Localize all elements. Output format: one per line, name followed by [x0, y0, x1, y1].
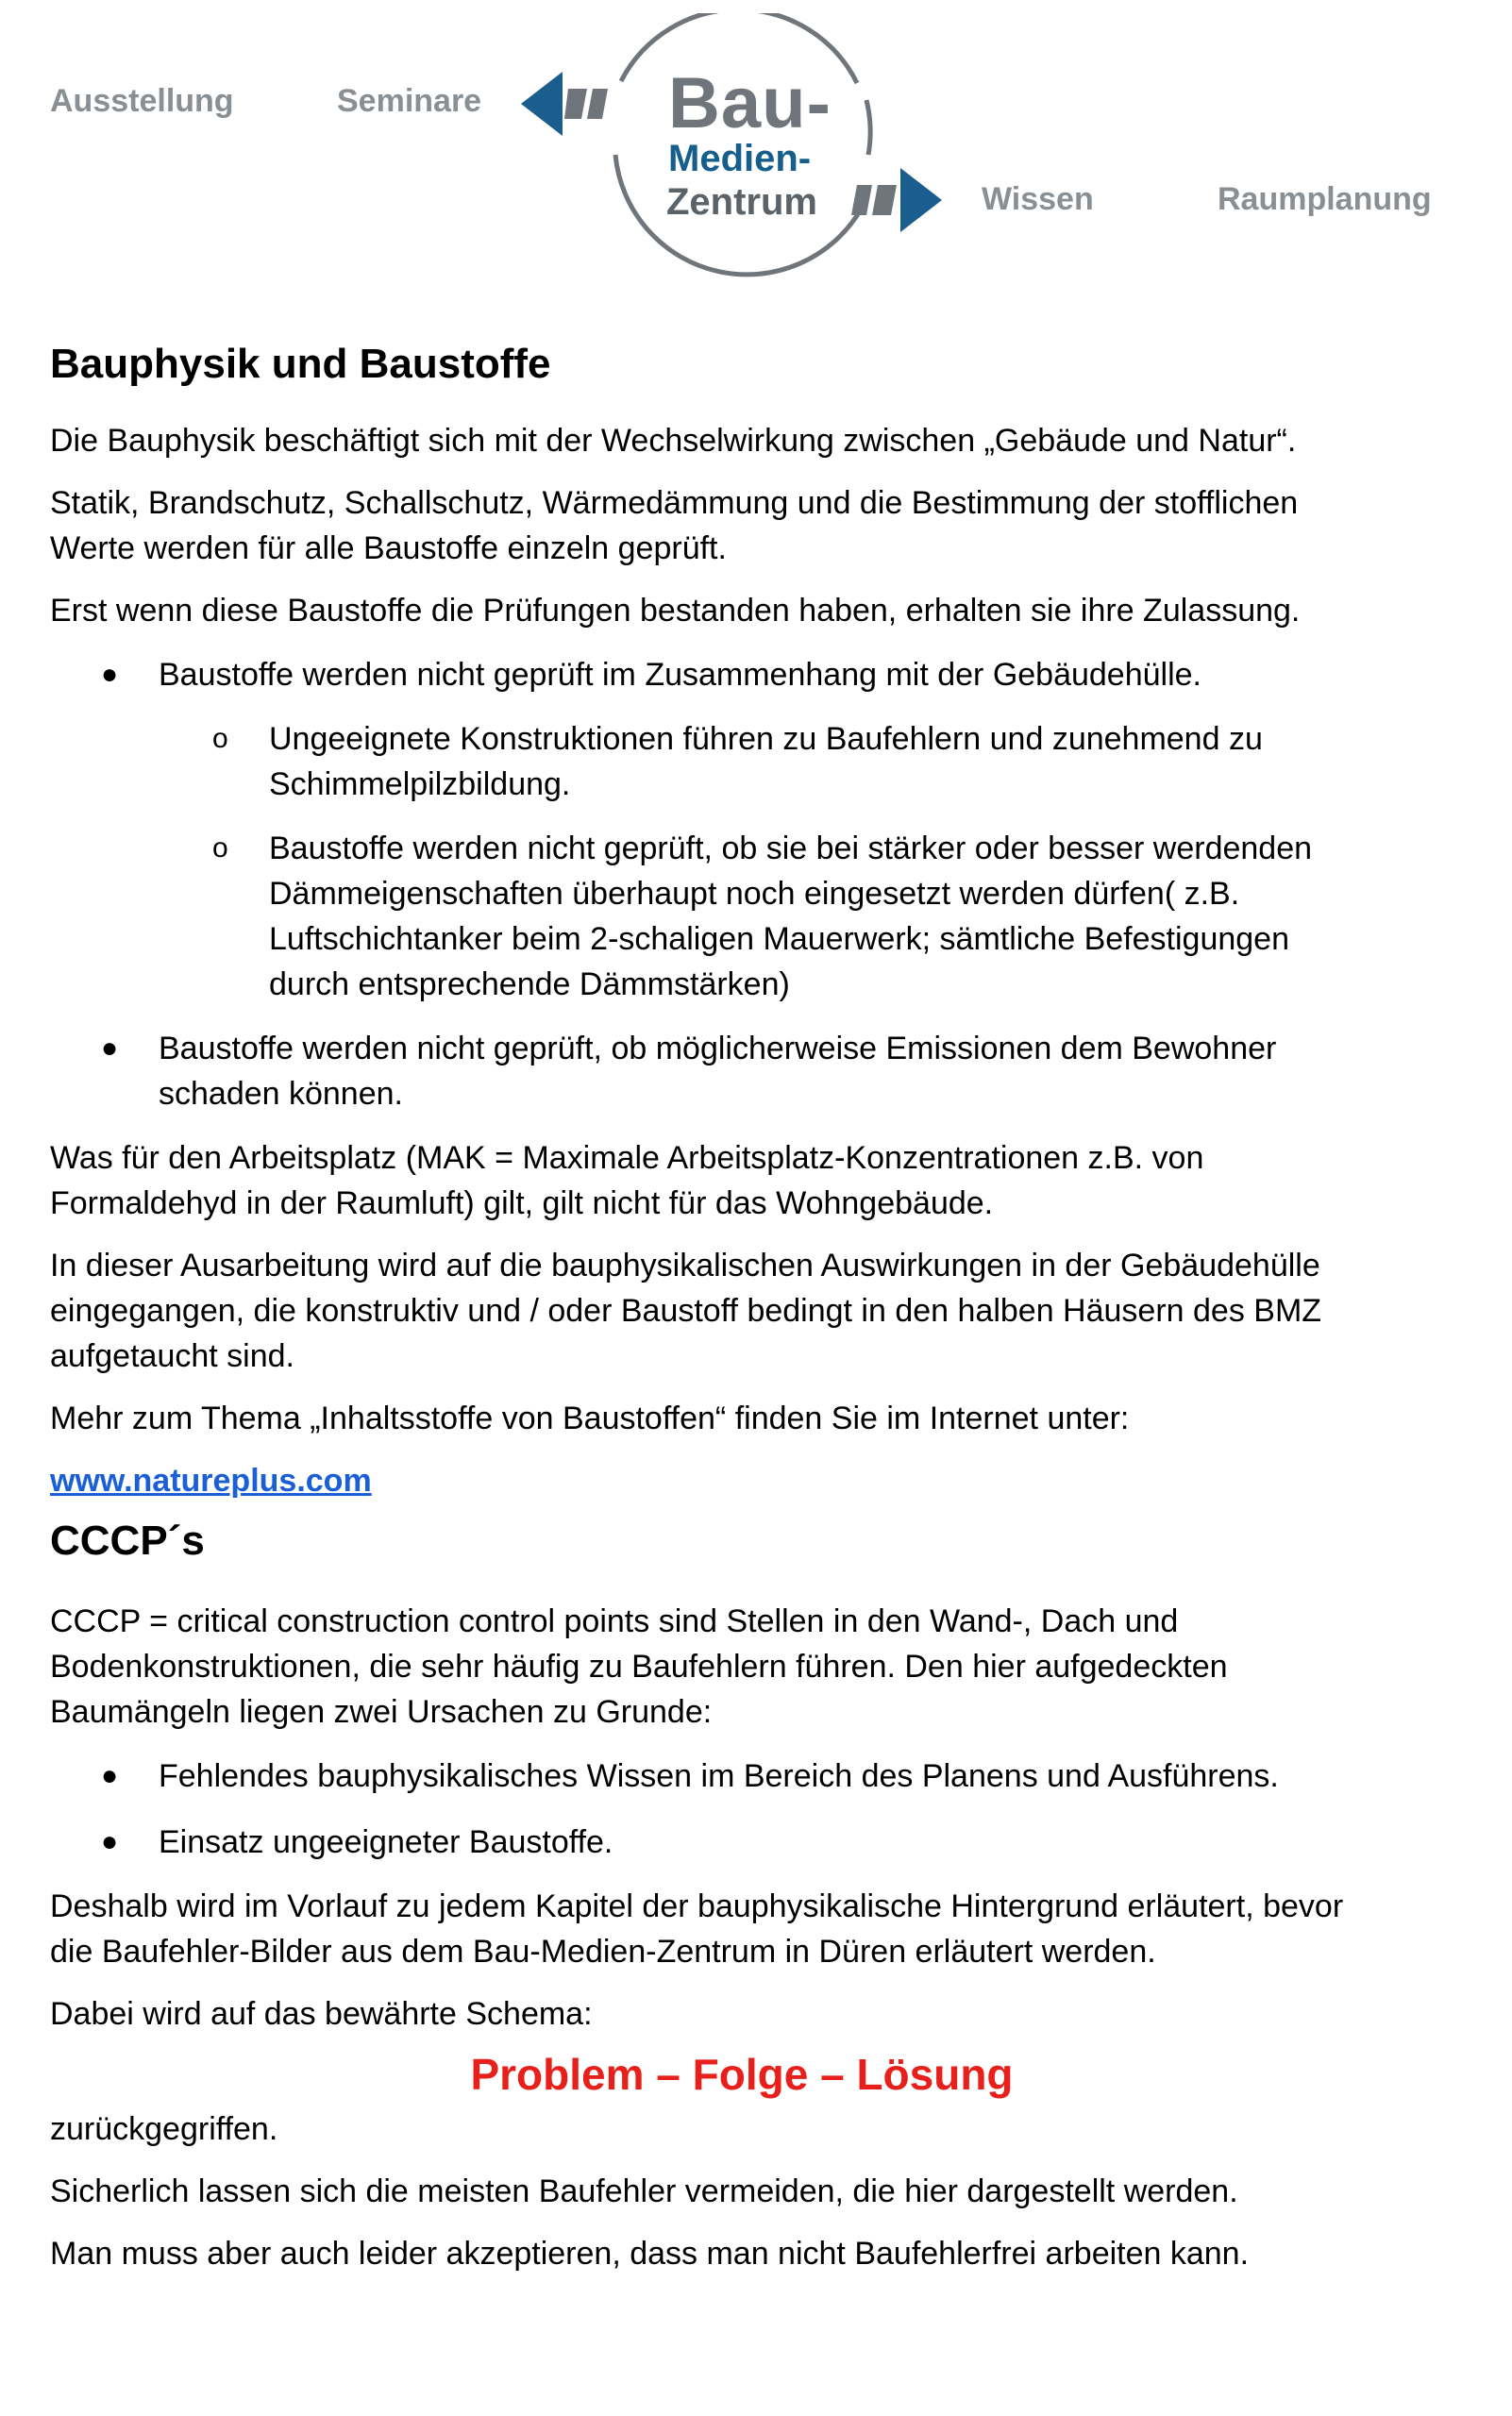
bullet-list-baustoffe	[50, 652, 1466, 1116]
paragraph-sicherlich: Sicherlich lassen sich die meisten Baufehler vermeiden, die hier dargestellt werden.	[50, 2173, 1238, 2209]
bullet-dot-icon: ●	[101, 1759, 119, 1791]
bullet-circle-icon: o	[212, 831, 228, 864]
logo-arrow-right-bar2	[872, 185, 897, 215]
nav-raumplanung: Raumplanung	[1218, 181, 1432, 217]
logo-text-zentrum: Zentrum	[666, 181, 817, 223]
section-title-bauphysik: Bauphysik und Baustoffe	[50, 341, 551, 387]
paragraph-akzeptieren: Man muss aber auch leider akzeptieren, dass man nicht Baufehlerfrei arbeiten kann.	[50, 2235, 1250, 2272]
paragraph-intro: Die Bauphysik beschäftigt sich mit der Wechselwirkung zwischen „Gebäude und Natur“.	[50, 422, 1297, 459]
nav-wissen: Wissen	[982, 181, 1094, 217]
paragraph-mehr-zum-thema: Mehr zum Thema „Inhaltsstoffe von Baustoffen“ finden Sie im Internet unter:	[50, 1400, 1130, 1436]
logo-arrow-right-bar1	[851, 185, 872, 215]
logo-text-bau: Bau-	[668, 63, 832, 143]
paragraph-ausarbeitung: In dieser Ausarbeitung wird auf die bauphysikalischen Auswirkungen in der Gebäudehülle eingegangen, die konstruktiv und / oder Baustoff bedingt in den halben Häusern des BMZ aufgetaucht sind.	[50, 1247, 1322, 1374]
paragraph-mak: Was für den Arbeitsplatz (MAK = Maximale Arbeitsplatz-Konzentrationen z.B. von Formaldehyd in der Raumluft) gilt, gilt nicht für das Wohngebäude.	[50, 1139, 1204, 1221]
logo-arrow-left-icon	[521, 72, 563, 136]
natureplus-link[interactable]: www.natureplus.com	[50, 1462, 372, 1499]
logo-arrow-left-bar2	[587, 89, 608, 119]
paragraph-pruefung: Statik, Brandschutz, Schallschutz, Wärmedämmung und die Bestimmung der stofflichen Werte werden für alle Baustoffe einzeln geprüft.	[50, 484, 1299, 566]
logo-arrow-left-bar1	[564, 89, 587, 119]
schema-problem-folge-loesung: Problem – Folge – Lösung	[470, 2049, 1014, 2099]
paragraph-zurueckgegriffen: zurückgegriffen.	[50, 2110, 278, 2147]
list-item: o Baustoffe werden nicht geprüft, ob sie bei stärker oder besser werdenden Dämmeigenschaften überhaupt noch eingesetzt werden dürfen( z.B. Luftschichtanker beim 2-schaligen Mauerwerk; sämtliche Befestigungen durch entsprechende Dämmstärken)	[50, 826, 1466, 1007]
paragraph-zulassung: Erst wenn diese Baustoffe die Prüfungen bestanden haben, erhalten sie ihre Zulassung.	[50, 592, 1301, 629]
list-item: ● Baustoffe werden nicht geprüft, ob möglicherweise Emissionen dem Bewohner schaden können.	[50, 1026, 1466, 1116]
logo-arrow-right-icon	[900, 168, 942, 232]
nav-seminare: Seminare	[337, 83, 482, 119]
document-body	[50, 340, 1466, 2276]
list-item: ● Baustoffe werden nicht geprüft im Zusammenhang mit der Gebäudehülle.	[50, 652, 1466, 697]
bullet-dot-icon: ●	[101, 1825, 119, 1857]
logo-text-medien: Medien-	[668, 138, 812, 179]
paragraph-deshalb: Deshalb wird im Vorlauf zu jedem Kapitel der bauphysikalische Hintergrund erläutert, bevor die Baufehler-Bilder aus dem Bau-Medien-Zentrum in Düren erläutert werden.	[50, 1888, 1344, 1970]
list-item: ● Fehlendes bauphysikalisches Wissen im Bereich des Planens und Ausführens.	[50, 1753, 1466, 1799]
nav-ausstellung: Ausstellung	[50, 83, 234, 119]
bullet-list-ursachen	[50, 1753, 1466, 1865]
list-item: ● Einsatz ungeeigneter Baustoffe.	[50, 1820, 1466, 1865]
page-header	[0, 0, 1512, 302]
paragraph-cccp-definition: CCCP = critical construction control points sind Stellen in den Wand-, Dach und Bodenkonstruktionen, die sehr häufig zu Baufehlern führen. Den hier aufgedeckten Baumängeln liegen zwei Ursachen zu Grunde:	[50, 1602, 1228, 1730]
paragraph-schema-intro: Dabei wird auf das bewährte Schema:	[50, 1995, 593, 2032]
logo-circle-right-arc	[866, 100, 870, 155]
bullet-circle-icon: o	[212, 722, 228, 754]
bullet-dot-icon: ●	[101, 1032, 119, 1064]
bullet-dot-icon: ●	[101, 658, 119, 690]
list-item: o Ungeeignete Konstruktionen führen zu Baufehlern und zunehmend zu Schimmelpilzbildung.	[50, 716, 1466, 807]
section-title-cccp: CCCP´s	[50, 1517, 205, 1564]
